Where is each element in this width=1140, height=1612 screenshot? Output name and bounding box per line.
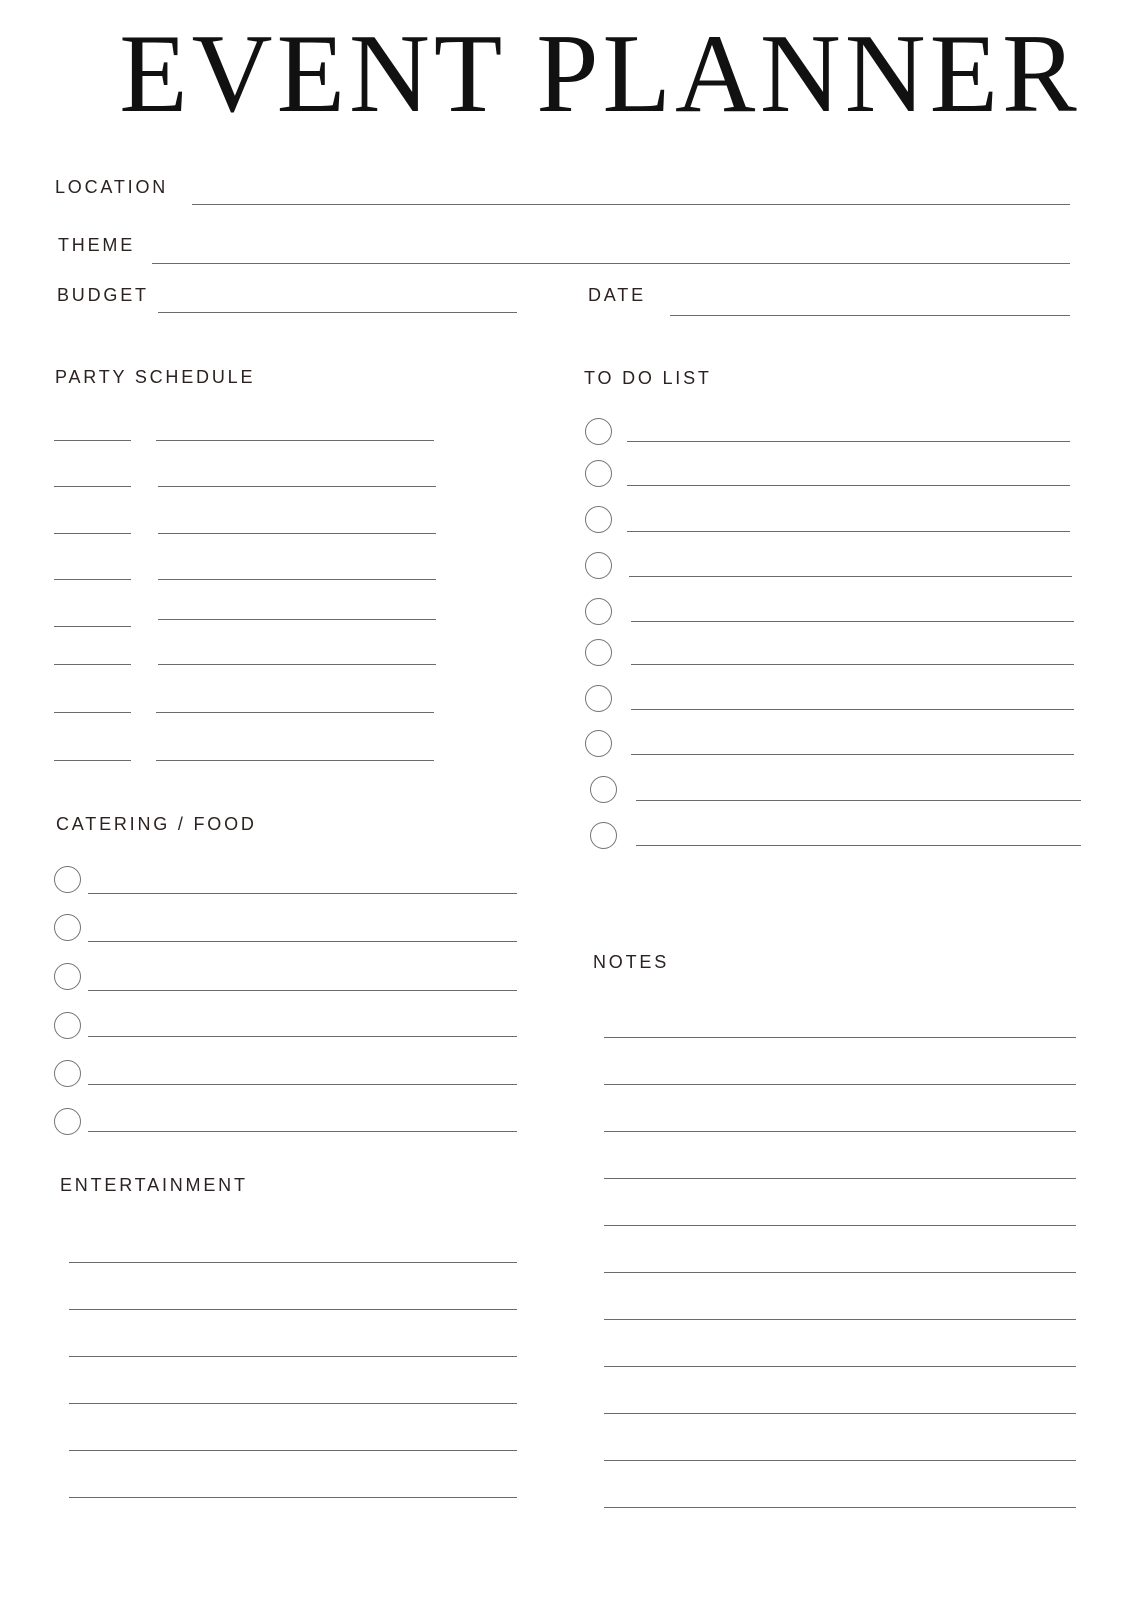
- todo-line[interactable]: [627, 485, 1070, 486]
- location-label: LOCATION: [55, 177, 169, 197]
- todo-checkbox[interactable]: [590, 776, 617, 803]
- notes-line[interactable]: [604, 1460, 1076, 1461]
- todo-line[interactable]: [636, 800, 1081, 801]
- notes-line[interactable]: [604, 1319, 1076, 1320]
- schedule-time-line[interactable]: [54, 440, 131, 441]
- notes-line[interactable]: [604, 1178, 1076, 1179]
- entertainment-line[interactable]: [69, 1497, 517, 1498]
- party-schedule-heading: PARTY SCHEDULE: [55, 367, 256, 387]
- catering-line[interactable]: [88, 1036, 517, 1037]
- todo-checkbox[interactable]: [585, 418, 612, 445]
- catering-checkbox[interactable]: [54, 914, 81, 941]
- todo-checkbox[interactable]: [585, 730, 612, 757]
- catering-food-heading: CATERING / FOOD: [56, 814, 257, 834]
- catering-checkbox[interactable]: [54, 866, 81, 893]
- catering-line[interactable]: [88, 1131, 517, 1132]
- todo-checkbox[interactable]: [585, 552, 612, 579]
- schedule-time-line[interactable]: [54, 533, 131, 534]
- todo-line[interactable]: [627, 531, 1070, 532]
- schedule-time-line[interactable]: [54, 626, 131, 627]
- schedule-activity-line[interactable]: [156, 712, 434, 713]
- todo-checkbox[interactable]: [585, 639, 612, 666]
- schedule-activity-line[interactable]: [158, 533, 436, 534]
- location-field-line[interactable]: [192, 204, 1070, 205]
- schedule-time-line[interactable]: [54, 712, 131, 713]
- to-do-list-heading: TO DO LIST: [584, 368, 712, 388]
- todo-line[interactable]: [629, 576, 1072, 577]
- schedule-activity-line[interactable]: [156, 440, 434, 441]
- notes-line[interactable]: [604, 1084, 1076, 1085]
- theme-label: THEME: [58, 235, 135, 255]
- catering-checkbox[interactable]: [54, 963, 81, 990]
- schedule-activity-line[interactable]: [158, 619, 436, 620]
- todo-checkbox[interactable]: [585, 460, 612, 487]
- notes-line[interactable]: [604, 1272, 1076, 1273]
- page-title: EVENT PLANNER: [119, 12, 1081, 136]
- todo-checkbox[interactable]: [590, 822, 617, 849]
- notes-heading: NOTES: [593, 952, 670, 972]
- todo-line[interactable]: [631, 754, 1074, 755]
- notes-line[interactable]: [604, 1225, 1076, 1226]
- catering-line[interactable]: [88, 941, 517, 942]
- catering-checkbox[interactable]: [54, 1012, 81, 1039]
- notes-line[interactable]: [604, 1413, 1076, 1414]
- notes-line[interactable]: [604, 1366, 1076, 1367]
- entertainment-line[interactable]: [69, 1309, 517, 1310]
- schedule-time-line[interactable]: [54, 579, 131, 580]
- budget-field-line[interactable]: [158, 312, 517, 313]
- entertainment-line[interactable]: [69, 1262, 517, 1263]
- catering-line[interactable]: [88, 893, 517, 894]
- todo-line[interactable]: [631, 621, 1074, 622]
- todo-line[interactable]: [627, 441, 1070, 442]
- entertainment-line[interactable]: [69, 1403, 517, 1404]
- todo-line[interactable]: [636, 845, 1081, 846]
- catering-line[interactable]: [88, 1084, 517, 1085]
- schedule-activity-line[interactable]: [158, 579, 436, 580]
- notes-line[interactable]: [604, 1037, 1076, 1038]
- notes-line[interactable]: [604, 1507, 1076, 1508]
- entertainment-heading: ENTERTAINMENT: [60, 1175, 248, 1195]
- schedule-activity-line[interactable]: [158, 664, 436, 665]
- schedule-time-line[interactable]: [54, 664, 131, 665]
- schedule-activity-line[interactable]: [158, 486, 436, 487]
- date-label: DATE: [588, 285, 646, 305]
- catering-checkbox[interactable]: [54, 1060, 81, 1087]
- todo-checkbox[interactable]: [585, 598, 612, 625]
- budget-label: BUDGET: [57, 285, 149, 305]
- notes-line[interactable]: [604, 1131, 1076, 1132]
- schedule-activity-line[interactable]: [156, 760, 434, 761]
- entertainment-line[interactable]: [69, 1356, 517, 1357]
- date-field-line[interactable]: [670, 315, 1070, 316]
- todo-line[interactable]: [631, 664, 1074, 665]
- catering-checkbox[interactable]: [54, 1108, 81, 1135]
- entertainment-line[interactable]: [69, 1450, 517, 1451]
- schedule-time-line[interactable]: [54, 486, 131, 487]
- todo-line[interactable]: [631, 709, 1074, 710]
- theme-field-line[interactable]: [152, 263, 1070, 264]
- todo-checkbox[interactable]: [585, 506, 612, 533]
- schedule-time-line[interactable]: [54, 760, 131, 761]
- todo-checkbox[interactable]: [585, 685, 612, 712]
- catering-line[interactable]: [88, 990, 517, 991]
